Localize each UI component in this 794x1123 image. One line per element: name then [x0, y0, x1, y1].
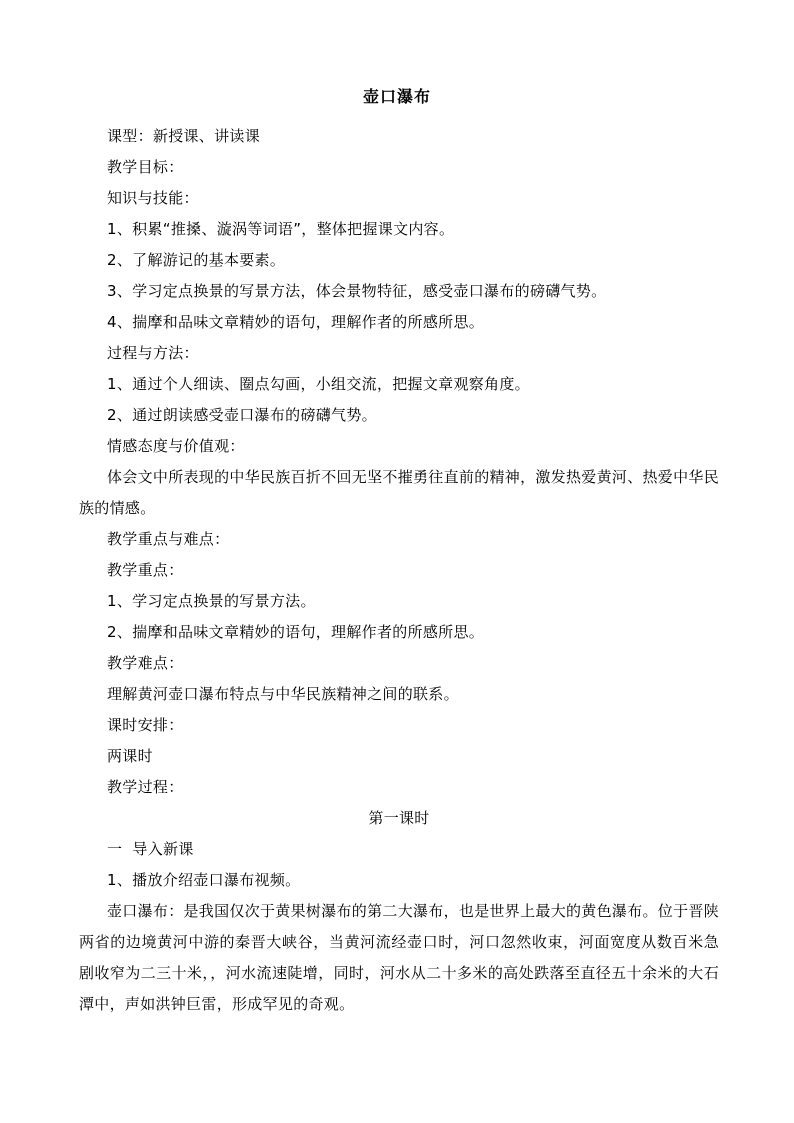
section-heading-process: 教学过程：: [107, 778, 184, 796]
list-item: 4、揣摩和品味文章精妙的语句，理解作者的所感所思。: [107, 313, 485, 331]
lesson-period-heading: 第一课时: [368, 809, 430, 827]
document-title: 壶口瀑布: [362, 87, 431, 106]
section-heading-objectives: 教学目标：: [107, 158, 184, 176]
subheading-process-methods: 过程与方法：: [107, 344, 199, 362]
list-item: 1、播放介绍壶口瀑布视频。: [107, 871, 301, 889]
paragraph: 体会文中所表现的中华民族百折不回无坚不摧勇往直前的精神，激发热爱黄河、热爱中华民族的情感。: [79, 468, 720, 517]
paragraph: 两课时: [107, 747, 153, 765]
list-item: 1、积累“推搡、漩涡等词语”，整体把握课文内容。: [107, 220, 455, 238]
subheading-knowledge-skills: 知识与技能：: [107, 189, 199, 207]
lesson-type: 课型：新授课、讲读课: [107, 127, 261, 145]
list-item: 1、学习定点换景的写景方法。: [107, 592, 316, 610]
list-item: 3、学习定点换景的写景方法，体会景物特征，感受壶口瀑布的磅礴气势。: [107, 282, 607, 300]
list-item: 1、通过个人细读、圈点勾画，小组交流，把握文章观察角度。: [107, 375, 530, 393]
subheading-difficulties: 教学难点：: [107, 654, 184, 672]
list-item: 2、了解游记的基本要素。: [107, 251, 286, 269]
paragraph: 理解黄河壶口瀑布特点与中华民族精神之间的联系。: [107, 685, 459, 703]
list-item: 2、通过朗读感受壶口瀑布的磅礴气势。: [107, 406, 377, 424]
subheading-key-points: 教学重点：: [107, 561, 184, 579]
section-heading-schedule: 课时安排：: [107, 716, 184, 734]
paragraph: 壶口瀑布：是我国仅次于黄果树瀑布的第二大瀑布，也是世界上最大的黄色瀑布。位于晋陕两省的边境黄河中游的秦晋大峡谷，当黄河流经壶口时，河口忽然收束，河面宽度从数百米急剧收窄为二三十米，，河水流速陡增，同时，河水从二十多米的高处跌落至直径五十余米的大石潭中，声如洪钟巨雷，形成罕见的奇观。: [79, 902, 720, 1013]
section-heading-key-points: 教学重点与难点：: [107, 530, 230, 548]
list-item: 2、揣摩和品味文章精妙的语句，理解作者的所感所思。: [107, 623, 485, 641]
subheading-emotion-values: 情感态度与价值观：: [107, 437, 245, 455]
step-heading: 一 导入新课: [107, 840, 194, 858]
document-body: [79, 121, 719, 1020]
